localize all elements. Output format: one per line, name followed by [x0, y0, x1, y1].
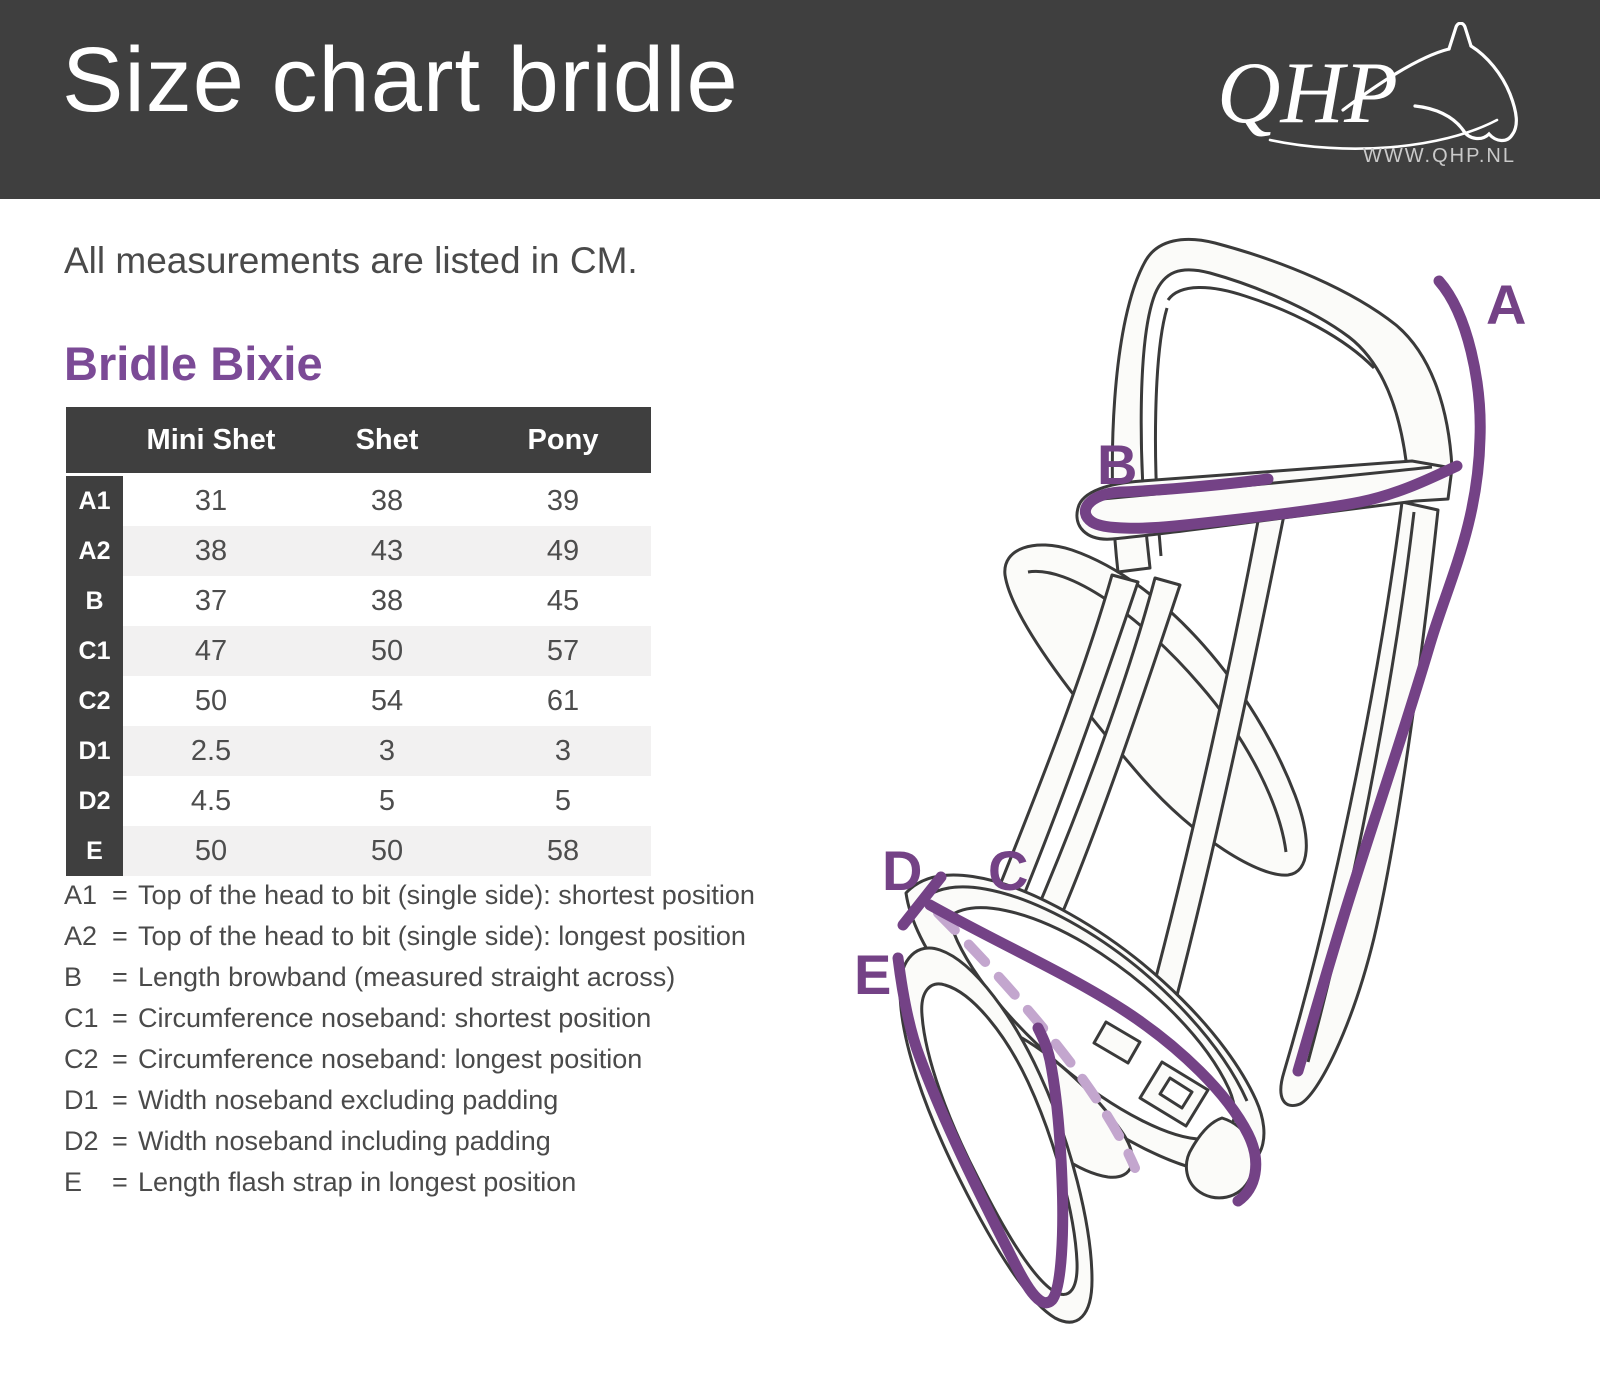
cell-value: 47: [123, 626, 299, 676]
legend-equals: =: [112, 1044, 128, 1074]
column-header-pony: Pony: [475, 407, 651, 475]
product-title: Bridle Bixie: [64, 337, 323, 390]
cell-value: 3: [299, 726, 475, 776]
cell-value: 50: [299, 826, 475, 876]
legend-code: C1: [64, 1003, 99, 1033]
legend-code: C2: [64, 1044, 99, 1074]
diagram-label-d: D: [882, 839, 923, 902]
cell-value: 43: [299, 526, 475, 576]
measurements-note: All measurements are listed in CM.: [64, 240, 638, 281]
row-code: A2: [66, 526, 123, 576]
bridle-diagram: [850, 200, 1550, 1382]
cell-value: 38: [299, 576, 475, 626]
cell-value: 61: [475, 676, 651, 726]
cell-value: 50: [299, 626, 475, 676]
legend-code: D2: [64, 1126, 99, 1156]
header-bar: [0, 0, 1600, 199]
legend-equals: =: [112, 921, 128, 951]
legend-code: A2: [64, 921, 98, 951]
legend-code: D1: [64, 1085, 99, 1115]
legend-equals: =: [112, 1126, 128, 1156]
cell-value: 38: [299, 475, 475, 527]
diagram-label-a: A: [1486, 273, 1527, 336]
cell-value: 57: [475, 626, 651, 676]
brand-name: QHP: [1217, 45, 1398, 142]
table-row: [66, 826, 651, 876]
row-code: A1: [66, 475, 123, 527]
row-code: C2: [66, 676, 123, 726]
row-code: B: [66, 576, 123, 626]
diagram-label-b: B: [1097, 433, 1138, 496]
diagram-label-c: C: [988, 839, 1029, 902]
legend-item: [64, 921, 755, 962]
legend-description: Length browband (measured straight across): [138, 962, 676, 992]
legend-item: [64, 1167, 755, 1208]
table-row: [66, 626, 651, 676]
legend-description: Top of the head to bit (single side): longest position: [138, 921, 746, 951]
legend-item: [64, 1044, 755, 1085]
cell-value: 4.5: [123, 776, 299, 826]
row-code: D1: [66, 726, 123, 776]
legend-description: Top of the head to bit (single side): shortest position: [138, 880, 755, 910]
cell-value: 49: [475, 526, 651, 576]
measurement-legend: [64, 880, 755, 1208]
qhp-logo-graphic: [1215, 22, 1545, 182]
legend-item: [64, 1003, 755, 1044]
column-header-mini-shet: Mini Shet: [123, 407, 299, 475]
legend-equals: =: [112, 1003, 128, 1033]
table-row: [66, 475, 651, 527]
size-table: [66, 407, 651, 876]
legend-equals: =: [112, 1085, 128, 1115]
size-table-header-row: [66, 407, 651, 475]
legend-description: Width noseband including padding: [138, 1126, 551, 1156]
legend-description: Circumference noseband: shortest position: [138, 1003, 652, 1033]
size-table-corner-cell: [66, 407, 123, 475]
cell-value: 37: [123, 576, 299, 626]
legend-item: [64, 1085, 755, 1126]
legend-item: [64, 1126, 755, 1167]
cell-value: 50: [123, 676, 299, 726]
legend-code: B: [64, 962, 83, 992]
legend-equals: =: [112, 1167, 128, 1197]
cell-value: 50: [123, 826, 299, 876]
row-code: E: [66, 826, 123, 876]
legend-item: [64, 962, 755, 1003]
cell-value: 31: [123, 475, 299, 527]
cell-value: 38: [123, 526, 299, 576]
legend-item: [64, 880, 755, 921]
cell-value: 5: [299, 776, 475, 826]
cell-value: 45: [475, 576, 651, 626]
table-row: [66, 526, 651, 576]
row-code: C1: [66, 626, 123, 676]
cell-value: 39: [475, 475, 651, 527]
column-header-shet: Shet: [299, 407, 475, 475]
page-title: Size chart bridle: [62, 29, 739, 131]
brand-website: WWW.QHP.NL: [1363, 145, 1516, 167]
table-row: [66, 776, 651, 826]
table-row: [66, 576, 651, 626]
legend-equals: =: [112, 962, 128, 992]
legend-description: Circumference noseband: longest position: [138, 1044, 643, 1074]
cell-value: 54: [299, 676, 475, 726]
diagram-label-e: E: [854, 943, 892, 1006]
legend-description: Width noseband excluding padding: [138, 1085, 559, 1115]
row-code: D2: [66, 776, 123, 826]
cell-value: 2.5: [123, 726, 299, 776]
brand-logo: [1215, 22, 1545, 182]
table-row: [66, 726, 651, 776]
cell-value: 3: [475, 726, 651, 776]
legend-code: A1: [64, 880, 98, 910]
cell-value: 5: [475, 776, 651, 826]
bridle-line-art: [900, 239, 1452, 1322]
legend-description: Length flash strap in longest position: [138, 1167, 577, 1197]
legend-code: E: [64, 1167, 83, 1197]
cell-value: 58: [475, 826, 651, 876]
table-row: [66, 676, 651, 726]
legend-equals: =: [112, 880, 128, 910]
